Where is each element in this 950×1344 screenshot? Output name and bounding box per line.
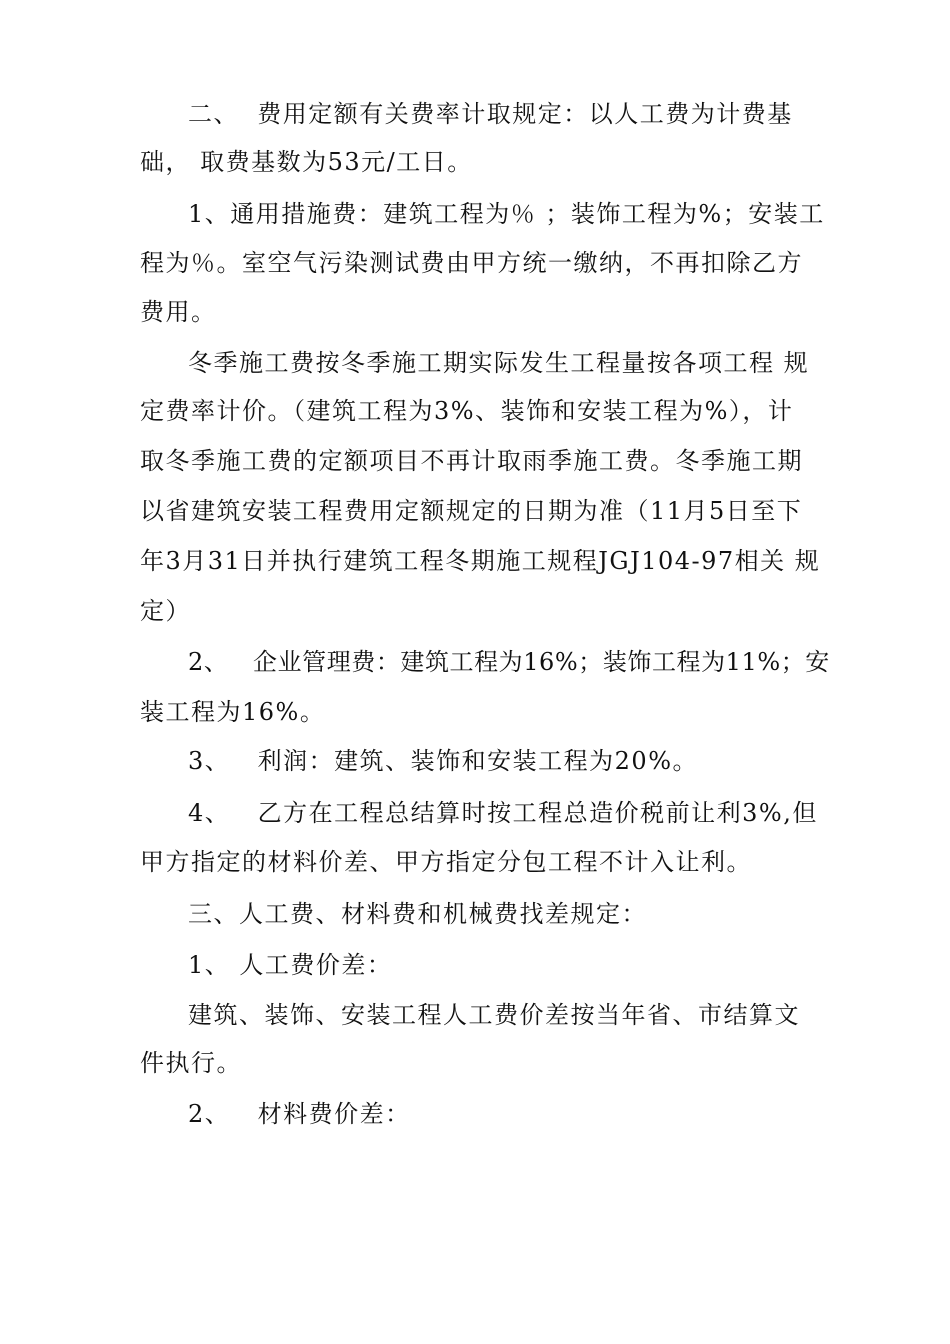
text-line: 1、 人工费价差：: [188, 951, 393, 979]
text-line: 定）: [140, 597, 191, 625]
text-line: 2、 企业管理费：建筑工程为16%；装饰工程为11%；安: [188, 648, 830, 676]
text-line: 冬季施工费按冬季施工期实际发生工程量按各项工程 规: [188, 349, 810, 377]
text-line: 3、 利润：建筑、装饰和安装工程为20%。: [188, 747, 698, 775]
text-line: 装工程为16%。: [140, 698, 326, 726]
text-line: 二、 费用定额有关费率计取规定：以人工费为计费基: [188, 100, 793, 128]
text-line: 定费率计价。（建筑工程为3%、装饰和安装工程为%），计: [140, 397, 794, 425]
text-line: 础， 取费基数为53元/工日。: [140, 148, 473, 176]
text-line: 三、人工费、材料费和机械费找差规定：: [188, 900, 647, 928]
text-line: 程为％。室空气污染测试费由甲方统一缴纳，不再扣除乙方: [140, 249, 803, 277]
text-line: 1、通用措施费：建筑工程为％ ；装饰工程为%；安装工: [188, 200, 825, 228]
text-line: 4、 乙方在工程总结算时按工程总造价税前让利3%,但: [188, 799, 818, 827]
text-line: 年3月31日并执行建筑工程冬期施工规程JGJ104-97相关 规: [140, 547, 821, 575]
text-line: 件执行。: [140, 1049, 242, 1077]
text-line: 建筑、装饰、安装工程人工费价差按当年省、市结算文: [188, 1001, 800, 1029]
text-line: 取冬季施工费的定额项目不再计取雨季施工费。冬季施工期: [140, 447, 803, 475]
text-line: 2、 材料费价差：: [188, 1100, 411, 1128]
text-line: 以省建筑安装工程费用定额规定的日期为准（11月5日至下: [140, 497, 803, 525]
text-line: 费用。: [140, 298, 217, 326]
text-line: 甲方指定的材料价差、甲方指定分包工程不计入让利。: [140, 848, 752, 876]
